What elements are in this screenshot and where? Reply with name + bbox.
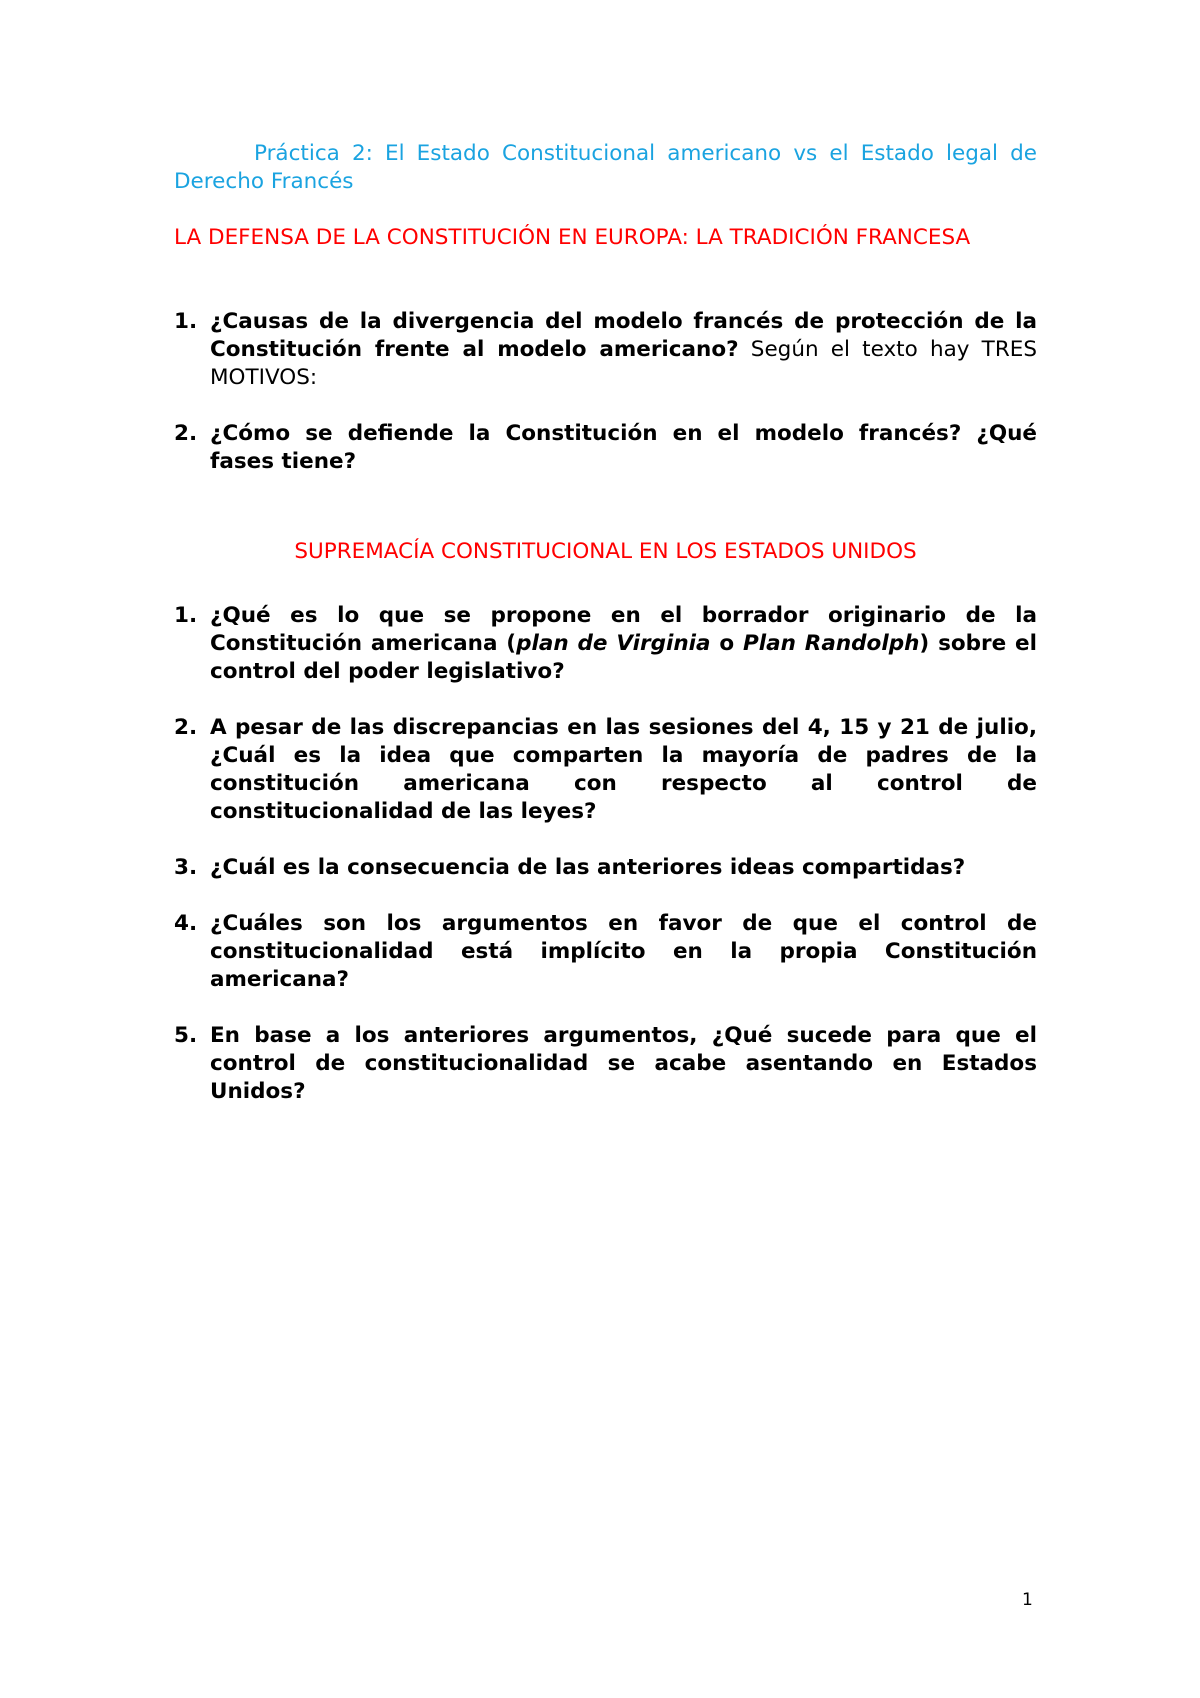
- question-text: ¿Cómo se defiende la Constitución en el modelo francés? ¿Qué fases tiene?: [210, 421, 1037, 474]
- question-text: ¿Cuáles son los argumentos en favor de que el control de constitucionalidad está implícito en la propia Constitución americana?: [210, 911, 1037, 992]
- question-text-part: ¿Qué es lo que se propone en el borrador originario de la Constitución americana (: [210, 603, 1037, 656]
- item-number: 2.: [174, 715, 198, 740]
- list-item: [174, 420, 1037, 476]
- question-text: ¿Cuál es la consecuencia de las anteriores ideas compartidas?: [210, 855, 966, 880]
- section-heading-us-supremacy: SUPREMACÍA CONSTITUCIONAL EN LOS ESTADOS UNIDOS: [294, 539, 917, 564]
- question-list-us: [174, 602, 1037, 1106]
- list-item: [174, 910, 1037, 994]
- document-content: [174, 140, 1037, 1106]
- question-list-french: [174, 308, 1037, 476]
- question-text-part: ) sobre el control del poder legislativo?: [210, 631, 1038, 684]
- question-text: ¿Causas de la divergencia del modelo francés de protección de la Constitución frente al modelo americano?: [210, 309, 1037, 362]
- list-item: [174, 602, 1037, 686]
- item-number: 4.: [174, 911, 198, 936]
- question-text: En base a los anteriores argumentos, ¿Qué sucede para que el control de constitucionalidad se acabe asentando en Estados Unidos?: [210, 1023, 1037, 1104]
- question-text: A pesar de las discrepancias en las sesiones del 4, 15 y 21 de julio, ¿Cuál es la idea que comparten la mayoría de padres de la constitución americana con respecto al control de constitucionalidad de las leyes?: [210, 715, 1037, 824]
- list-item: [174, 1022, 1037, 1106]
- question-note: Según el texto hay TRES MOTIVOS:: [210, 337, 1037, 390]
- item-number: 5.: [174, 1023, 198, 1048]
- list-item: [174, 854, 1037, 882]
- list-item: [174, 308, 1037, 392]
- item-number: 1.: [174, 603, 198, 628]
- item-number: 2.: [174, 421, 198, 446]
- item-number: 3.: [174, 855, 198, 880]
- list-item: [174, 714, 1037, 826]
- emphasis-plan-randolph: Plan Randolph: [743, 631, 920, 656]
- emphasis-plan-virginia: plan de Virginia: [516, 631, 711, 656]
- question-text-part: o: [710, 631, 744, 656]
- section-heading-french-tradition: LA DEFENSA DE LA CONSTITUCIÓN EN EUROPA: LA TRADICIÓN FRANCESA: [174, 225, 971, 250]
- page-number: 1: [1022, 1590, 1033, 1610]
- document-title: Práctica 2: El Estado Constitucional americano vs el Estado legal de Derecho Francés: [174, 141, 1037, 194]
- item-number: 1.: [174, 309, 198, 334]
